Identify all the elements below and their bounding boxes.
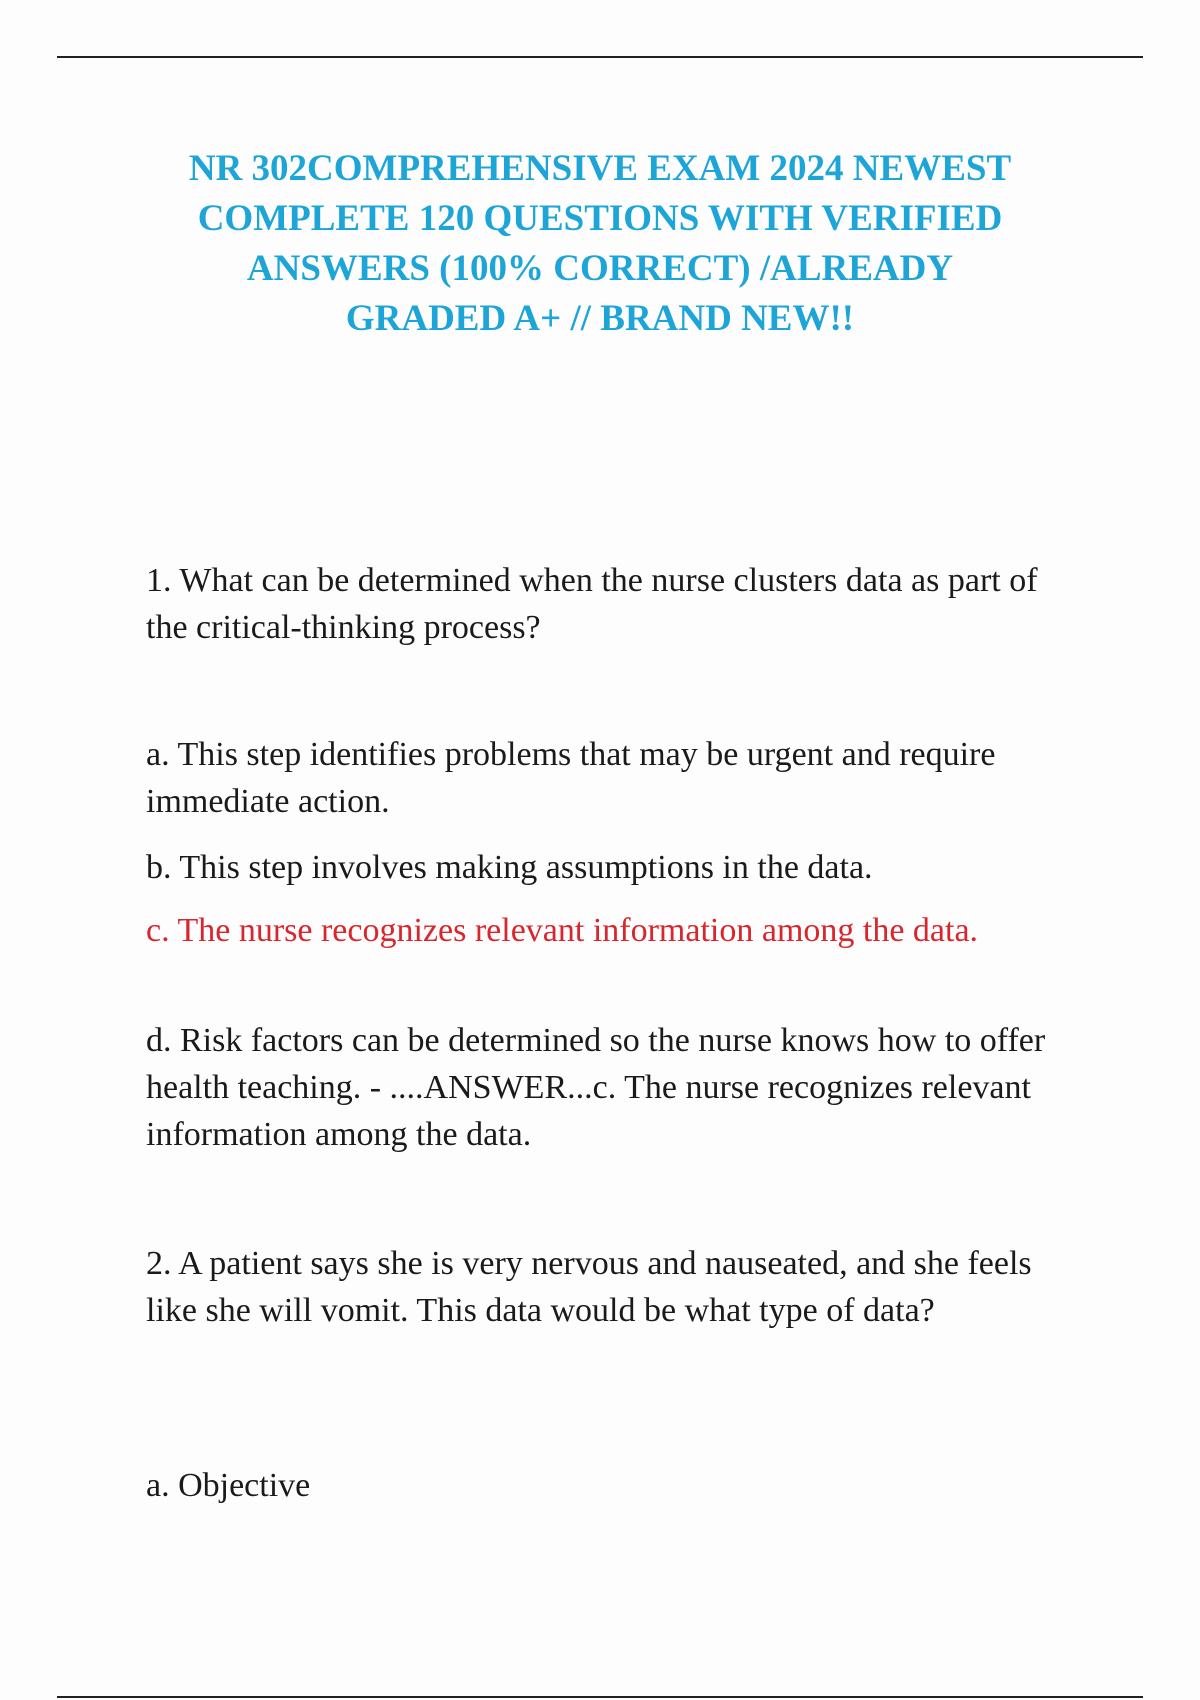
question-2-option-a: a. Objective: [146, 1467, 311, 1504]
title-line-1: NR 302COMPREHENSIVE EXAM 2024 NEWEST: [188, 148, 1012, 189]
question-1-option-b: b. This step involves making assumptions in the data.: [146, 849, 873, 886]
question-1-prompt: 1. What can be determined when the nurse clusters data as part of the critical-thinking process?: [146, 562, 1038, 646]
question-2-prompt: 2. A patient says she is very nervous and nauseated, and she feels like she will vomit. This data would be what type of data?: [146, 1245, 1032, 1329]
question-1-option-c-correct: c. The nurse recognizes relevant information among the data.: [146, 912, 979, 949]
question-1-option-a: a. This step identifies problems that may be urgent and require immediate action.: [146, 736, 996, 820]
title-line-3: ANSWERS (100% CORRECT) /ALREADY: [246, 248, 954, 289]
document-title: [140, 144, 1060, 344]
question-1-option-d-with-answer: d. Risk factors can be determined so the nurse knows how to offer health teaching. - ....ANSWER...c. The nurse recognizes relevant information among the data.: [146, 1022, 1046, 1153]
title-line-2: COMPLETE 120 QUESTIONS WITH VERIFIED: [197, 198, 1003, 239]
title-line-4: GRADED A+ // BRAND NEW!!: [345, 298, 855, 339]
top-rule: [57, 56, 1143, 58]
bottom-rule: [57, 1696, 1143, 1698]
